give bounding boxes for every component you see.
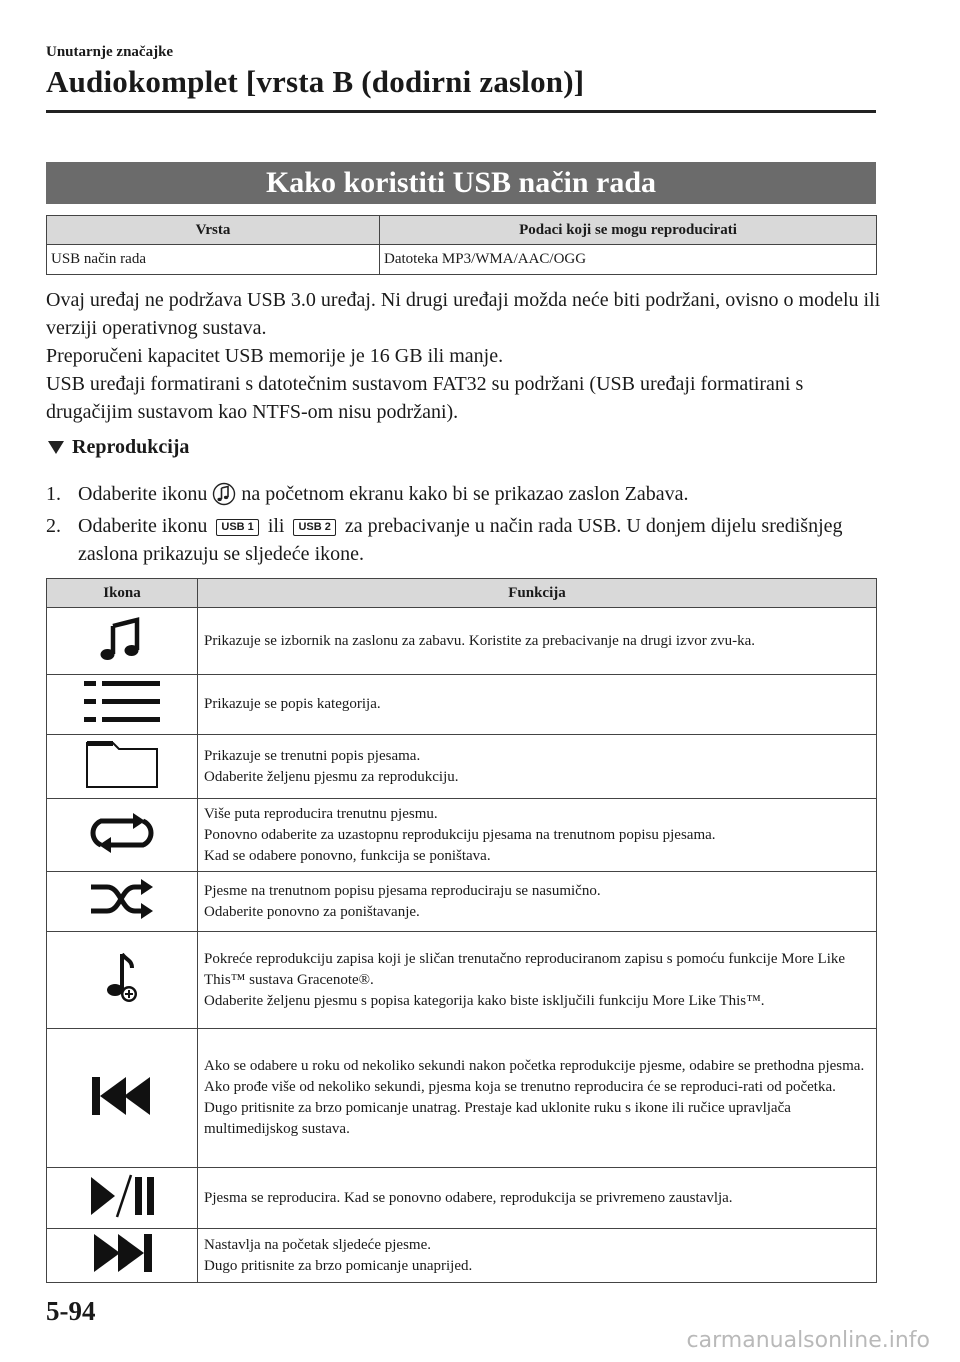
usb1-button-icon: USB 1 [216,519,258,536]
subsection-title: Reprodukcija [72,436,190,458]
list-icon [82,678,162,726]
triangle-bullet-icon [48,441,64,454]
step-text [78,480,688,509]
function-text: Nastavlja na početak sljedeće pjesme. [204,1236,431,1253]
table-row [47,1029,877,1168]
function-text: Odaberite željenu pjesmu s popisa kategorija kako biste isključili funkciju More Like This™. [204,992,765,1009]
table-row [47,1229,877,1283]
step-text-part: na početnom ekranu kako bi se prikazao zaslon Zabava. [241,483,689,505]
function-cell [198,1229,877,1283]
function-text: Odaberite željenu pjesmu za reprodukciju. [204,768,459,785]
table-row [47,872,877,932]
function-cell [198,799,877,872]
table-row [47,1168,877,1229]
subsection-heading [46,436,189,459]
media-type-table [46,215,877,275]
table-row [47,675,877,735]
function-cell [198,608,877,675]
music-note-icon [97,616,147,662]
table-cell: USB način rada [47,245,380,275]
table-header-row [47,579,877,608]
function-text: Prikazuje se popis kategorija. [204,696,381,712]
table-row [47,799,877,872]
icon-cell [47,799,198,872]
function-text: Pjesme na trenutnom popisu pjesama reproduciraju se nasumično. [204,882,601,899]
function-text: Prikazuje se trenutni popis pjesama. [204,747,421,764]
next-track-icon [90,1232,154,1274]
paragraph: USB uređaji formatirani s datotečnim sustavom FAT32 su podržani (USB uređaji formatirani s drugačijim sustavom kao NTFS-om nisu podržani). [46,373,804,423]
icon-cell [47,932,198,1029]
function-text: Pjesma se reproducira. Kad se ponovno odabere, reprodukcija se privremeno zaustavlja. [204,1189,733,1206]
section-title: Kako koristiti USB način rada [265,166,657,199]
page-title: Audiokomplet [vrsta B (dodirni zaslon)] [46,64,585,99]
previous-track-icon [90,1075,154,1117]
shuffle-icon [87,877,157,921]
table-row [47,608,877,675]
column-header-playable-data: Podaci koji se mogu reproducirati [380,216,877,245]
function-cell [198,675,877,735]
paragraph: Ovaj uređaj ne podržava USB 3.0 uređaj. Ni drugi uređaji možda neće biti podržani, ovisno o modelu ili verziji operativnog sustava. [46,289,881,339]
function-cell [198,872,877,932]
step-text [78,512,876,568]
intro-text [46,286,886,426]
list-item [46,480,876,509]
page-number: 5-94 [46,1296,96,1326]
step-text-part: Odaberite ikonu [78,515,208,538]
icon-cell [47,735,198,799]
usb2-button-icon: USB 2 [293,519,335,536]
title-divider [46,110,876,113]
table-row [47,735,877,799]
paragraph: Preporučeni kapacitet USB memorije je 16 GB ili manje. [46,345,504,367]
step-text-part: ili [267,515,285,538]
step-number: 2. [46,515,61,538]
table-row [47,245,877,275]
step-number: 1. [46,483,61,505]
function-text: Ako se odabere u roku od nekoliko sekundi nakon početka reprodukcije pjesme, odabire se prethodna pjesma. [204,1058,865,1074]
function-text: Ako prođe više od nekoliko sekundi, pjesma koja se trenutno reproducira će se reproduci-rati od početka. [204,1079,836,1095]
icon-cell [47,1029,198,1168]
function-cell [198,735,877,799]
function-text: Više puta reproducira trenutnu pjesmu. [204,805,438,822]
icon-cell [47,1168,198,1229]
watermark: carmanualsonline.info [686,1328,930,1353]
play-pause-icon [87,1173,157,1219]
list-item [46,512,876,568]
column-header-icon: Ikona [47,579,198,608]
function-cell [198,1168,877,1229]
icon-cell [47,872,198,932]
column-header-type: Vrsta [47,216,380,245]
function-text: Pokreće reprodukciju zapisa koji je sličan trenutačno reproduciranom zapisu s pomoću funkcije More Like This™ sustava Gracenote®. [204,950,846,988]
function-text: Kad se odabere ponovno, funkcija se poništava. [204,847,491,864]
table-row [47,932,877,1029]
step-text-part: Odaberite ikonu [78,483,208,505]
column-header-function: Funkcija [198,579,877,608]
icon-cell [47,1229,198,1283]
function-cell [198,932,877,1029]
repeat-icon [87,811,157,855]
function-text: Dugo pritisnite za brzo pomicanje unatrag. Prestaje kad uklonite ruku s ikone ili ručice upravljača multimedijskog sustava. [204,1100,791,1137]
more-like-this-icon [102,952,142,1004]
music-note-icon [212,481,236,509]
function-text: Odaberite ponovno za poništavanje. [204,903,420,920]
function-cell [198,1029,877,1168]
icon-function-table [46,578,877,1283]
section-banner [46,162,876,204]
folder-icon [85,739,159,789]
step-text-part: za prebacivanje u način rada USB. U donjem dijelu središnjeg zaslona prikazuju se sljedeće ikone. [78,515,843,566]
function-text: Dugo pritisnite za brzo pomicanje unaprijed. [204,1257,473,1274]
function-text: Prikazuje se izbornik na zaslonu za zabavu. Koristite za prebacivanje na drugi izvor zvu-ka. [204,632,756,649]
icon-cell [47,608,198,675]
breadcrumb: Unutarnje značajke [46,44,174,60]
icon-cell [47,675,198,735]
table-cell: Datoteka MP3/WMA/AAC/OGG [380,245,877,275]
function-text: Ponovno odaberite za uzastopnu reprodukciju pjesama na trenutnom popisu pjesama. [204,826,716,843]
steps-list [46,480,876,571]
table-header-row [47,216,877,245]
